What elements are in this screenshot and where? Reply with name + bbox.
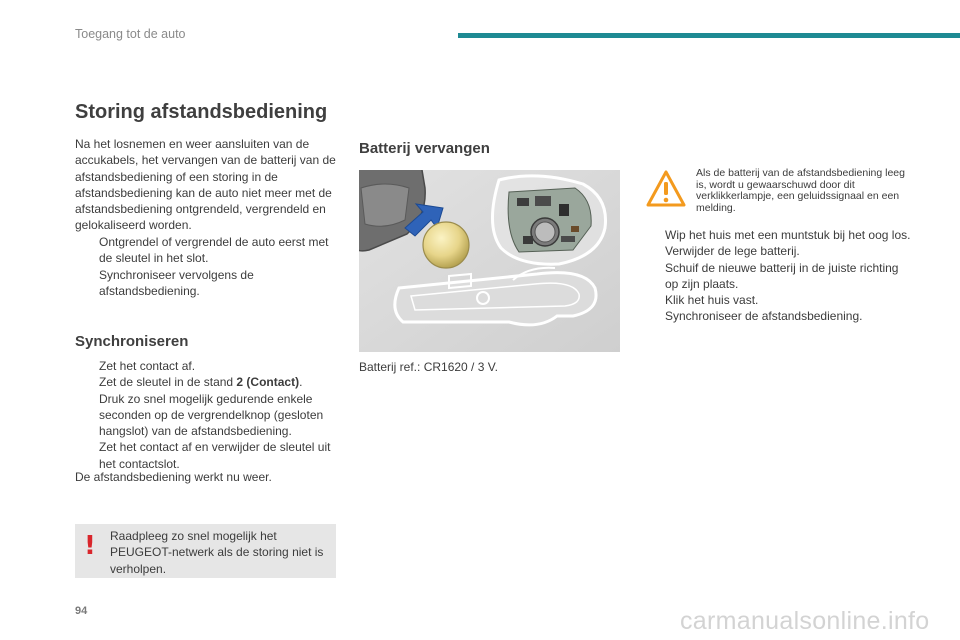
list-item: Ontgrendel of vergrendel de auto eerst met de sleutel in het slot.	[99, 235, 329, 266]
list-item: Zet het contact af.	[99, 359, 196, 373]
list-item: Zet de sleutel in de stand 2 (Contact).	[99, 375, 303, 390]
sync-heading: Synchroniseren	[75, 333, 189, 350]
battery-heading: Batterij vervangen	[359, 140, 490, 157]
list-item: Zet het contact af en verwijder de sleutel uit het contactslot.	[99, 440, 331, 471]
section-title: Toegang tot de auto	[75, 27, 186, 41]
intro-steps	[75, 234, 337, 299]
watermark: carmanualsonline.info	[680, 607, 930, 635]
intro-paragraph: Na het losnemen en weer aansluiten van de accukabels, het vervangen van de batterij van de afstandsbediening of een storing in de afstandsbediening kan de auto niet meer met de afstandsbediening ontgrendeld, vergrendeld en gelokaliseerd worden.	[75, 137, 336, 233]
page-number: 94	[75, 605, 88, 617]
warning-triangle-icon	[646, 170, 686, 208]
list-item: Synchroniseer vervolgens de afstandsbediening.	[99, 267, 254, 298]
list-item: Wip het huis met een muntstuk bij het oog los.	[665, 228, 911, 242]
list-item: Schuif de nieuwe batterij in de juiste richting op zijn plaats.	[665, 260, 899, 291]
page-title: Storing afstandsbediening	[75, 101, 328, 123]
exclamation-icon: !	[84, 531, 96, 561]
battery-steps	[641, 227, 911, 325]
list-item: Druk zo snel mogelijk gedurende enkele seconden op de vergrendelknop (gesloten hangslot) van de afstandsbediening.	[99, 391, 324, 439]
list-item: Synchroniseer de afstandsbediening.	[665, 309, 863, 324]
header-accent-bar	[458, 33, 960, 38]
list-item: Verwijder de lege batterij.	[665, 244, 800, 259]
battery-photo	[359, 170, 620, 352]
note-box	[75, 524, 336, 578]
sync-steps	[75, 358, 337, 472]
sync-result: De afstandsbediening werkt nu weer.	[75, 470, 272, 484]
battery-caption: Batterij ref.: CR1620 / 3 V.	[359, 360, 498, 374]
warning-text: Als de batterij van de afstandsbediening leeg is, wordt u gewaarschuwd door dit verklikkerlampje, een geluidssignaal en een melding.	[696, 167, 905, 214]
contact-position: 2 (Contact)	[236, 375, 300, 390]
note-text: Raadpleeg zo snel mogelijk het PEUGEOT-netwerk als de storing niet is verholpen.	[110, 529, 324, 576]
list-item: Klik het huis vast.	[665, 293, 759, 308]
